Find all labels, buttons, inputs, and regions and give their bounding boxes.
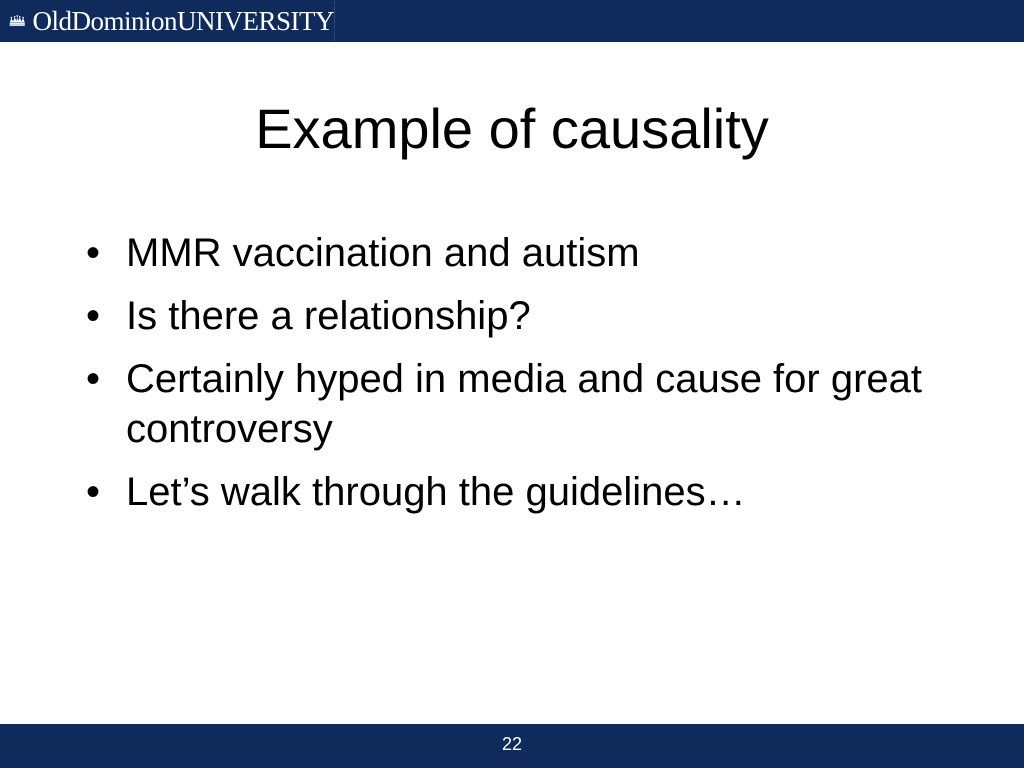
bullet-list: [82, 228, 942, 530]
bullet-text: Is there a relationship?: [126, 294, 531, 338]
crown-icon: [8, 6, 27, 36]
header-bar: [0, 0, 1024, 42]
bullet-dot: •: [86, 470, 101, 514]
slide-title: Example of causality: [255, 97, 769, 160]
bullet-item: [82, 228, 942, 278]
university-logo: [2, 1, 335, 41]
logo-text: OldDominionUNIVERSITY: [32, 5, 334, 36]
bullet-item: [82, 291, 942, 341]
page-number: 22: [501, 734, 523, 754]
footer-bar: [0, 724, 1024, 768]
bullet-item: [82, 354, 942, 454]
bullet-text: MMR vaccination and autism: [126, 231, 640, 275]
bullet-dot: •: [86, 231, 101, 275]
bullet-text: Certainly hyped in media and cause for great controversy: [126, 357, 923, 451]
bullet-text: Let’s walk through the guidelines…: [126, 470, 746, 514]
bullet-dot: •: [86, 294, 101, 338]
bullet-item: [82, 467, 942, 517]
bullet-dot: •: [86, 357, 101, 401]
